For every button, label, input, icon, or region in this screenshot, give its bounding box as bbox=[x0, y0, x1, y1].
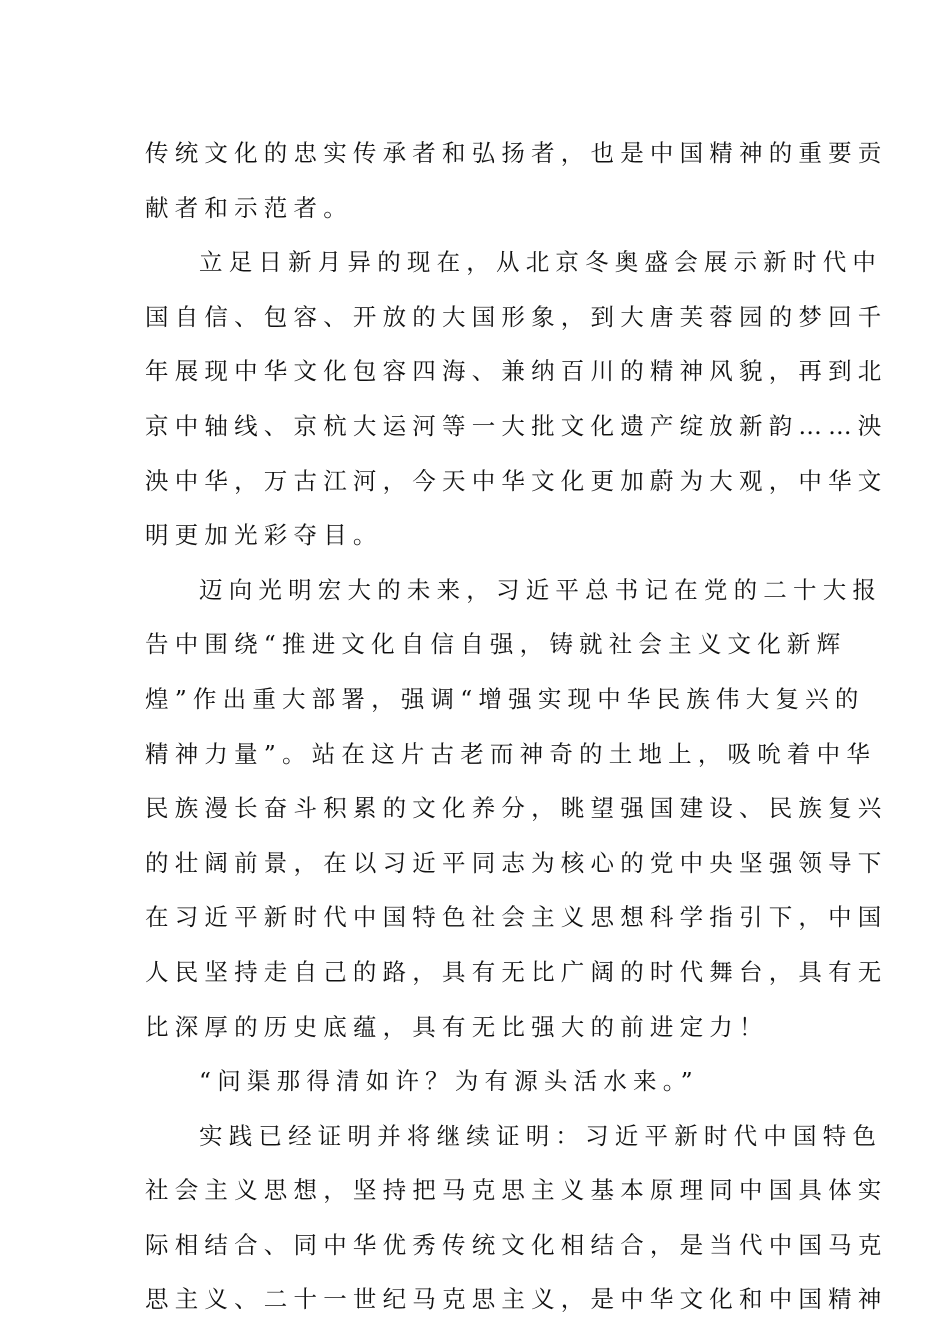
text-line: 在习近平新时代中国特色社会主义思想科学指引下，中国 bbox=[145, 903, 888, 932]
paragraph-start-line: 迈向光明宏大的未来，习近平总书记在党的二十大报 bbox=[199, 575, 883, 604]
text-line: 泱中华，万古江河，今天中华文化更加蔚为大观，中华文 bbox=[145, 466, 888, 495]
quote-line: “问渠那得清如许？为有源头活水来。” bbox=[199, 1067, 699, 1096]
paragraph-start-line: 立足日新月异的现在，从北京冬奥盛会展示新时代中 bbox=[199, 248, 883, 277]
text-line: 告中围绕“推进文化自信自强，铸就社会主义文化新辉 bbox=[145, 630, 847, 659]
text-line: 献者和示范者。 bbox=[145, 193, 353, 222]
text-line: 年展现中华文化包容四海、兼纳百川的精神风貌，再到北 bbox=[145, 357, 888, 386]
text-line: 思主义、二十一世纪马克思主义，是中华文化和中国精神 bbox=[145, 1285, 888, 1314]
text-line: 的壮阔前景，在以习近平同志为核心的党中央坚强领导下 bbox=[145, 848, 888, 877]
text-line: 国自信、包容、开放的大国形象，到大唐芙蓉园的梦回千 bbox=[145, 302, 888, 331]
text-line: 际相结合、同中华优秀传统文化相结合，是当代中国马克 bbox=[145, 1230, 888, 1259]
text-line: 京中轴线、京杭大运河等一大批文化遗产绽放新韵……泱 bbox=[145, 411, 888, 440]
text-line: 比深厚的历史底蕴，具有无比强大的前进定力！ bbox=[145, 1012, 769, 1041]
text-line: 明更加光彩夺目。 bbox=[145, 521, 383, 550]
text-line: 精神力量”。站在这片古老而神奇的土地上，吸吮着中华 bbox=[145, 739, 877, 768]
text-line: 人民坚持走自己的路，具有无比广阔的时代舞台，具有无 bbox=[145, 957, 888, 986]
body-text bbox=[145, 126, 888, 1327]
text-line: 传统文化的忠实传承者和弘扬者，也是中国精神的重要贡 bbox=[145, 139, 888, 167]
text-line: 煌”作出重大部署，强调“增强实现中华民族伟大复兴的 bbox=[145, 684, 865, 713]
paragraph-start-line: 实践已经证明并将继续证明：习近平新时代中国特色 bbox=[199, 1121, 883, 1150]
text-line: 民族漫长奋斗积累的文化养分，眺望强国建设、民族复兴 bbox=[145, 794, 888, 823]
text-line: 社会主义思想，坚持把马克思主义基本原理同中国具体实 bbox=[145, 1176, 888, 1205]
